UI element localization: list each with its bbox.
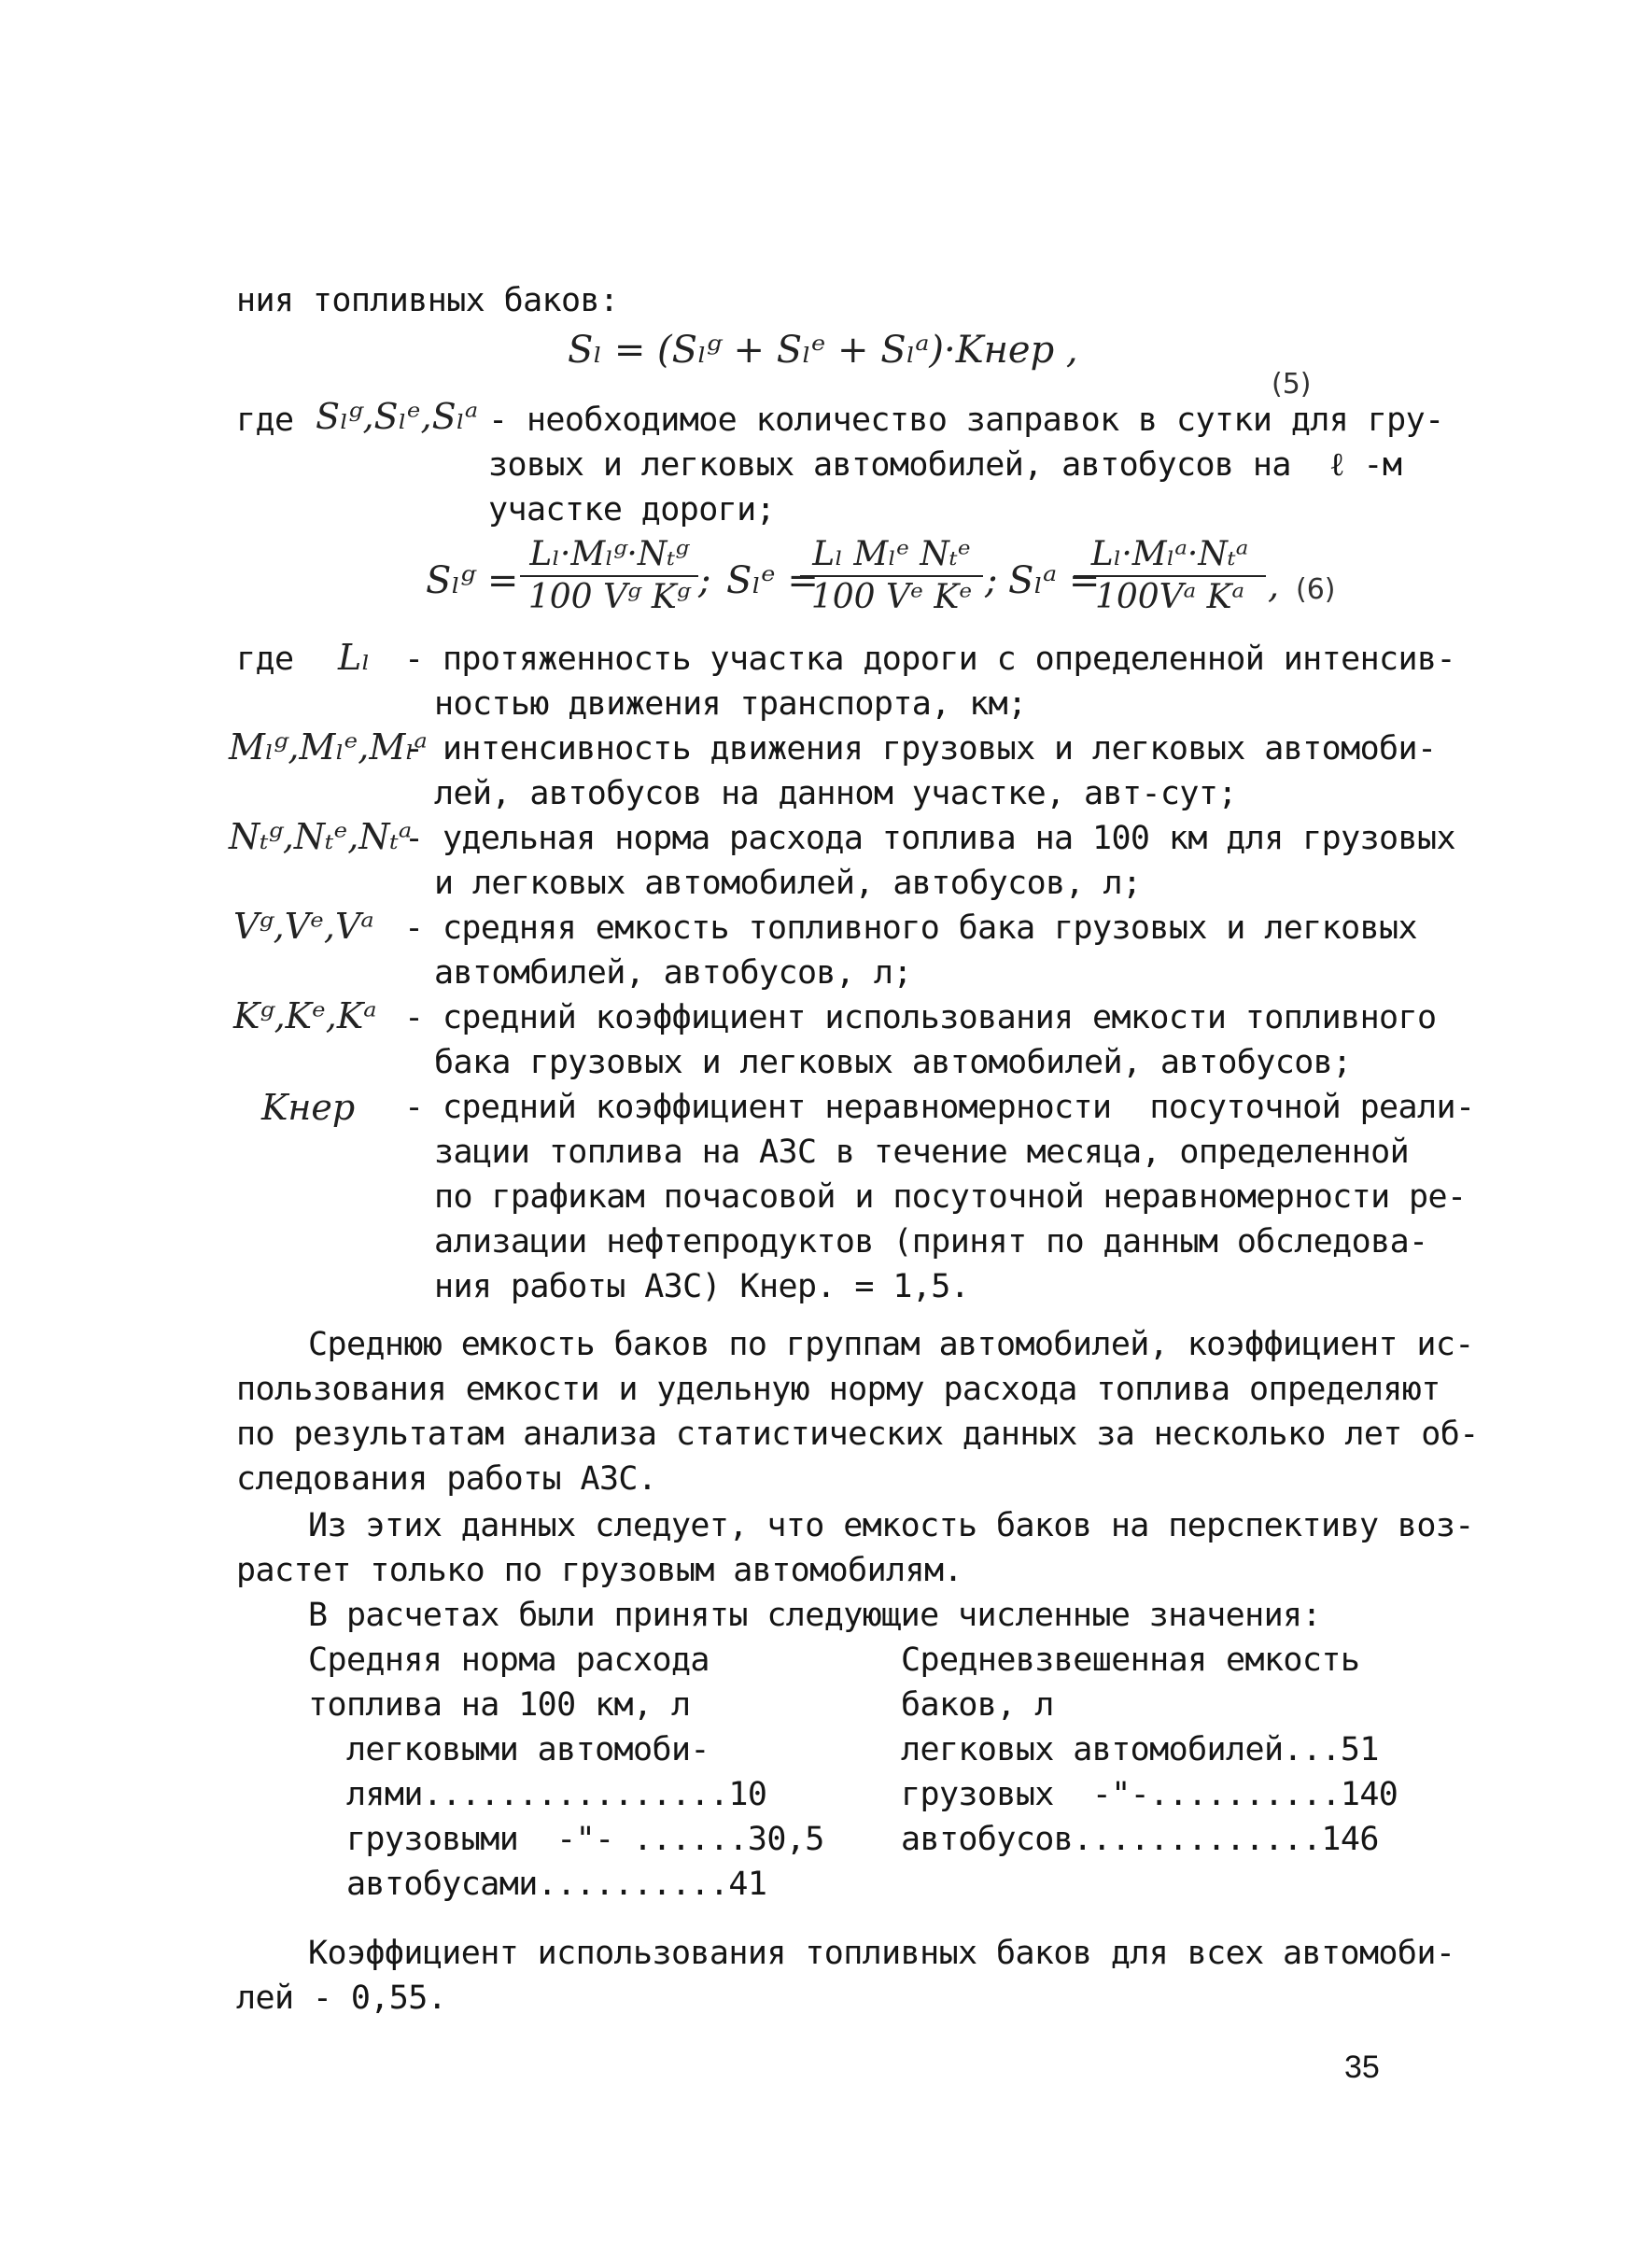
formula6-num-g: Lₗ·Mₗᵍ·Nₜᵍ xyxy=(529,535,689,573)
def-Kner-line-1: - средний коэффициент неравномерности посуточной реали- xyxy=(404,1089,1475,1126)
formula6-den-g: 100 Vᵍ Kᵍ xyxy=(527,578,691,616)
para1-line-2: пользования емкости и удельную норму расхода топлива определяют xyxy=(236,1371,1440,1408)
left-col-line-5: грузовыми -"- ......30,5 xyxy=(308,1821,824,1858)
symbol-N: Nₜᵍ,Nₜᵉ,Nₜᵃ xyxy=(229,816,413,857)
where1-line-3: участке дороги; xyxy=(488,491,776,528)
def-V-line-2: автомбилей, автобусов, л; xyxy=(434,954,912,992)
formula6-sep-2: ; xyxy=(985,559,998,602)
formula6-lhs-g: Sₗᵍ = xyxy=(426,559,519,602)
symbols-s: Sₗᵍ,Sₗᵉ,Sₗᵃ xyxy=(316,396,479,437)
para3-line-1: В расчетах были приняты следующие численные значения: xyxy=(308,1597,1322,1634)
formula6-lhs-e: Sₗᵉ = xyxy=(726,559,819,602)
formula6-den-a: 100Vᵃ Kᵃ xyxy=(1094,578,1245,616)
formula6-num-a: Lₗ·Mₗᵃ·Nₜᵃ xyxy=(1090,535,1249,573)
def-N-line-2: и легковых автомобилей, автобусов, л; xyxy=(434,865,1142,902)
formula6-lhs-a: Sₗᵃ = xyxy=(1008,559,1101,602)
def-Kner-line-5: ния работы АЗС) Kнер. = 1,5. xyxy=(434,1268,970,1305)
left-col-line-2: топлива на 100 км, л xyxy=(308,1686,691,1724)
def-L-line-2: ностью движения транспорта, км; xyxy=(434,685,1027,723)
symbol-V: Vᵍ,Vᵉ,Vᵃ xyxy=(233,906,374,947)
def-K-line-1: - средний коэффициент использования емкости топливного xyxy=(404,999,1437,1036)
formula6-fraction-e xyxy=(798,534,985,618)
intro-line: ния топливных баков: xyxy=(236,282,619,319)
right-col-line-1: Средневзвешенная емкость xyxy=(901,1641,1360,1679)
right-col-line-5: автобусов.............146 xyxy=(901,1821,1379,1858)
left-col-line-6: автобусами..........41 xyxy=(308,1866,767,1903)
left-col-line-1: Средняя норма расхода xyxy=(308,1641,710,1679)
symbol-Kner: Kнер xyxy=(261,1087,356,1128)
formula6-fraction-g xyxy=(518,534,700,618)
para2-line-1: Из этих данных следует, что емкость баков на перспективу воз- xyxy=(308,1507,1474,1544)
where-label: где xyxy=(236,401,294,439)
formula6-num-e: Lₗ Mₗᵉ Nₜᵉ xyxy=(812,535,971,573)
left-col-line-3: легковыми автомоби- xyxy=(308,1731,710,1768)
def-Kner-line-3: по графикам почасовой и посуточной неравномерности ре- xyxy=(434,1178,1467,1216)
closing-line-2: лей - 0,55. xyxy=(236,1979,447,2017)
where1-line-1: - необходимое количество заправок в сутки для гру- xyxy=(488,401,1444,439)
equation-number-6: (6) xyxy=(1296,573,1336,606)
def-V-line-1: - средняя емкость топливного бака грузовых и легковых xyxy=(404,909,1418,947)
formula6-tail: , xyxy=(1268,565,1280,606)
formula-5: Sₗ = (Sₗᵍ + Sₗᵉ + Sₗᵃ)·Kнер , xyxy=(568,329,1078,372)
right-col-line-3: легковых автомобилей...51 xyxy=(901,1731,1379,1768)
closing-line-1: Коэффициент использования топливных баков для всех автомоби- xyxy=(308,1935,1455,1972)
def-M-line-2: лей, автобусов на данном участке, авт-сут; xyxy=(434,775,1237,812)
def-Kner-line-4: ализации нефтепродуктов (принят по данным обследова- xyxy=(434,1223,1428,1261)
formula6-den-e: 100 Vᵉ Kᵉ xyxy=(810,578,973,616)
def-N-line-1: - удельная норма расхода топлива на 100 км для грузовых xyxy=(404,820,1455,857)
symbol-K: Kᵍ,Kᵉ,Kᵃ xyxy=(233,995,377,1036)
where1-line-2: зовых и легковых автомобилей, автобусов на ℓ -м xyxy=(488,446,1402,484)
equation-number-5: (5) xyxy=(1272,368,1312,401)
para1-line-1: Среднюю емкость баков по группам автомобилей, коэффициент ис- xyxy=(308,1326,1474,1363)
where-label-2: где xyxy=(236,641,294,678)
def-Kner-line-2: зации топлива на АЗС в течение месяца, определенной xyxy=(434,1134,1410,1171)
formula6-sep-1: ; xyxy=(698,559,711,602)
formula6-fraction-a xyxy=(1072,534,1268,618)
page-number: 35 xyxy=(1344,2050,1380,2085)
left-col-line-4: лями................10 xyxy=(308,1776,767,1813)
def-K-line-2: бака грузовых и легковых автомобилей, автобусов; xyxy=(434,1044,1352,1081)
right-col-line-4: грузовых -"-..........140 xyxy=(901,1776,1398,1813)
right-col-line-2: баков, л xyxy=(901,1686,1054,1724)
para1-line-4: следования работы АЗС. xyxy=(236,1460,657,1498)
def-L-line-1: - протяженность участка дороги с определенной интенсив- xyxy=(404,641,1455,678)
symbol-M: Mₗᵍ,Mₗᵉ,Mₗᵃ xyxy=(229,726,428,768)
def-M-line-1: - интенсивность движения грузовых и легковых автомоби- xyxy=(404,730,1437,768)
para2-line-2: растет только по грузовым автомобилям. xyxy=(236,1552,963,1589)
symbol-L: Lₗ xyxy=(338,637,371,678)
para1-line-3: по результатам анализа статистических данных за несколько лет об- xyxy=(236,1416,1479,1453)
